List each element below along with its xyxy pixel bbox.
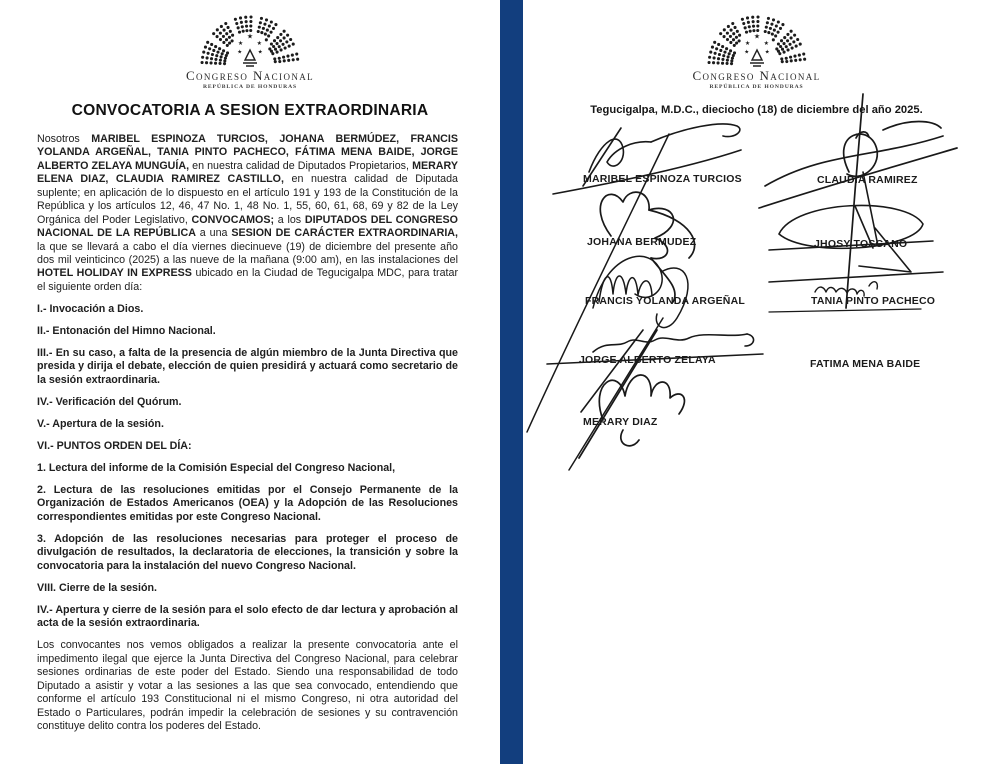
svg-text:★: ★ xyxy=(237,41,244,48)
svg-text:★: ★ xyxy=(763,41,769,48)
agenda-item-approval: IV.- Apertura y cierre de la sesión para el solo efecto de dar lectura y aprobación al acta de la sesión extraordinaria. xyxy=(37,603,458,630)
svg-text:★: ★ xyxy=(257,49,263,56)
logo-org-subtitle: REPÚBLICA DE HONDURAS xyxy=(709,83,804,90)
agenda-item-close: VIII. Cierre de la sesión. xyxy=(37,581,157,594)
dateline: Tegucigalpa, M.D.C., dieciocho (18) de diciembre del año 2025. xyxy=(590,103,923,116)
signature-name: JHOSY TOSCANO xyxy=(814,238,908,250)
signature-name: MARIBEL ESPINOZA TURCIOS xyxy=(583,173,742,185)
signature-name: FRANCIS YOLANDA ARGEÑAL xyxy=(585,295,745,307)
signature-name: JOHANA BERMUDEZ xyxy=(587,236,697,248)
agenda-item-6: VI.- PUNTOS ORDEN DEL DÍA: xyxy=(37,439,192,452)
svg-text:★: ★ xyxy=(744,41,750,48)
document-body xyxy=(37,133,458,734)
paragraph-closing: Los convocantes nos vemos obligados a realizar la presente convocatoria ante el impedimento ilegal que ejerce la Junta Directiva del Congreso Nacional, para celebrar sesiones ordinarias de este poder del Estado. Siendo una responsabilidad de todo Diputado a asistir y votar a las sesiones a las que sea convocado, entendiendo que conforme el artículo 193 Constitucional ni el mismo Congreso, ni otra autoridad del Estado o Particulares, podrán impedir la celebración de sesiones y su contravención constituye delito contra los poderes del Estado. xyxy=(37,639,458,733)
page-divider xyxy=(500,0,523,764)
logo-org-subtitle: REPÚBLICA DE HONDURAS xyxy=(202,83,298,90)
signature-name: CLAUDIA RAMIREZ xyxy=(817,174,918,186)
svg-text:★: ★ xyxy=(743,49,749,56)
logo-org-name: Congreso Nacional xyxy=(692,68,821,83)
agenda-item-4: IV.- Verificación del Quórum. xyxy=(37,395,182,408)
signature-name: MERARY DIAZ xyxy=(583,416,658,428)
agenda-item-1: I.- Invocación a Dios. xyxy=(37,302,144,315)
signatures-area xyxy=(523,0,990,764)
svg-text:★: ★ xyxy=(246,33,254,41)
signature-name: JORGE ALBERTO ZELAYA xyxy=(579,354,716,366)
svg-text:★: ★ xyxy=(256,41,263,48)
svg-text:★: ★ xyxy=(237,49,243,56)
signature-name: FATIMA MENA BAIDE xyxy=(810,358,921,370)
agenda-item-2: II.- Entonación del Himno Nacional. xyxy=(37,324,216,337)
signature-name: TANIA PINTO PACHECO xyxy=(811,295,936,307)
congreso-nacional-logo xyxy=(0,0,500,90)
order-point-1: 1. Lectura del informe de la Comisión Especial del Congreso Nacional, xyxy=(37,461,396,474)
svg-text:★: ★ xyxy=(764,49,770,56)
right-page xyxy=(523,0,990,764)
agenda-item-5: V.- Apertura de la sesión. xyxy=(37,417,164,430)
handwritten-signatures-icon xyxy=(523,0,990,764)
logo-org-name: Congreso Nacional xyxy=(185,68,315,83)
order-point-3: 3. Adopción de las resoluciones necesarias para proteger el proceso de divulgación de resultados, la declaratoria de elecciones, la transición y sobre la convocatoria para la instalación del nuevo Congreso Nacional. xyxy=(37,532,458,572)
svg-text:★: ★ xyxy=(753,33,760,41)
paragraph-intro: Nosotros MARIBEL ESPINOZA TURCIOS, JOHANA BERMÚDEZ, FRANCIS YOLANDA ARGEÑAL, TANIA PINTO PACHECO, FÁTIMA MENA BAIDE, JORGE ALBERTO ZELAYA MUNGUÍA, en nuestra calidad de Diputados Propietarios, MERARY ELENA DIAZ, CLAUDIA RAMIREZ CASTILLO, en nuestra calidad de Diputada suplente; en aplicación de lo dispuesto en el artículo 191 y 193 de la Constitución de la República y los artículos 12, 46, 47 No. 1, 48 No. 1, 55, 60, 61, 68, 69 y 82 de la Ley Orgánica del Poder Legislativo, CONVOCAMOS; a los DIPUTADOS DEL CONGRESO NACIONAL DE LA REPÚBLICA a una SESION DE CARÁCTER EXTRAORDINARIA, la que se llevará a cabo el día viernes diecinueve (19) de diciembre del presente año dos mil veinticinco (2025) a las nueve de la mañana (9:00 am), en las instalaciones del HOTEL HOLIDAY IN EXPRESS ubicado en la Ciudad de Tegucigalpa MDC, para tratar el siguiente orden día: xyxy=(37,132,459,293)
agenda-item-3: III.- En su caso, a falta de la presencia de algún miembro de la Junta Directiva que presida y dirija el debate, elección de quien presidirá y actuará como secretario de la sesión extraordinaria. xyxy=(37,346,458,386)
congress-hemicycle-icon xyxy=(194,8,306,68)
order-point-2: 2. Lectura de las resoluciones emitidas por el Consejo Permanente de la Organización de Estados Americanos (OEA) y la Adopción de las Resoluciones correspondientes emitidas por este Congreso Nacional. xyxy=(37,483,458,523)
document-title: CONVOCATORIA A SESION EXTRAORDINARIA xyxy=(71,101,429,119)
